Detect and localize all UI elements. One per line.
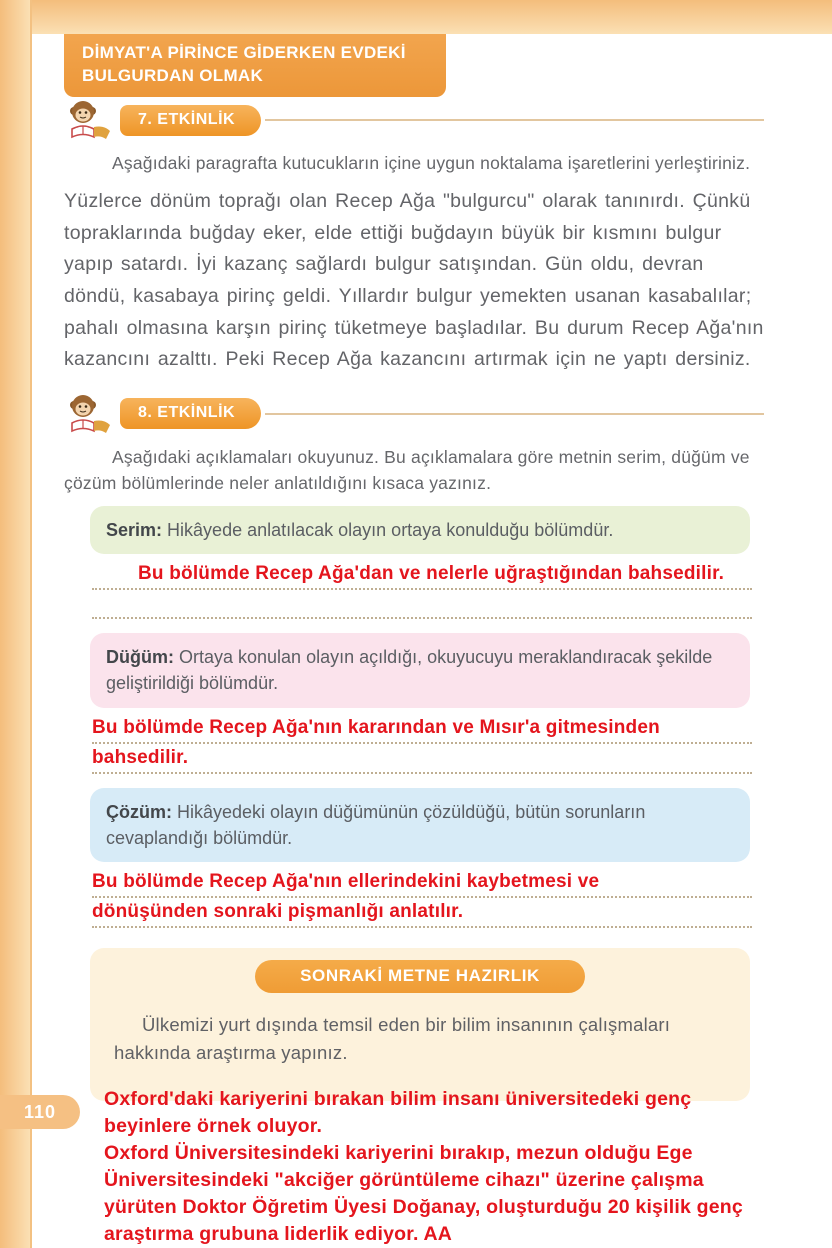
serim-answer-area (92, 560, 752, 619)
serim-answer-text: Bu bölümde Recep Ağa'dan ve nelerle uğraştığından bahsedilir. (138, 563, 725, 585)
activity8-instruction: Aşağıdaki açıklamaları okuyunuz. Bu açıklamalara göre metnin serim, düğüm ve çözüm bölümlerinde neler anlatıldığını kısaca yazınız. (64, 446, 750, 493)
preparation-title-badge: SONRAKİ METNE HAZIRLIK (255, 960, 585, 993)
preparation-answer-area (104, 1086, 820, 1248)
left-border-band (0, 0, 32, 1248)
serim-definition-box (90, 506, 750, 554)
answer-line (92, 868, 752, 898)
page-number-tab: 110 (0, 1095, 80, 1129)
activity8-header (64, 394, 764, 434)
top-border-band (0, 0, 832, 34)
answer-line: dönüşünden sonraki pişmanlığı anlatılır. (92, 898, 752, 928)
next-text-preparation-box (90, 948, 750, 1102)
answer-line: bahsedilir. (92, 744, 752, 774)
dugum-answer-area (92, 714, 752, 774)
activity7-header (64, 100, 764, 140)
activity7-badge: 7. ETKİNLİK (120, 105, 261, 136)
answer-text-line: beyinlere örnek oluyor. (104, 1115, 323, 1137)
answer-line (92, 560, 752, 590)
answer-text-line: yürüten Doktor Öğretim Üyesi Doğanay, oluşturduğu 20 kişilik genç (104, 1196, 743, 1218)
serim-definition-text: Hikâyede anlatılacak olayın ortaya konulduğu bölümdür. (167, 520, 614, 541)
dugum-definition-text: Ortaya konulan olayın açıldığı, okuyucuyu meraklandıracak şekilde geliştirildiği bölümdür. (106, 647, 713, 694)
reading-monkey-mascot-icon (64, 393, 114, 435)
preparation-instruction: Ülkemizi yurt dışında temsil eden bir bilim insanının çalışmaları hakkında araştırma yapınız. (114, 1014, 671, 1063)
page-title-line1: DİMYAT'A PİRİNCE GİDERKEN EVDEKİ (82, 43, 406, 62)
cozum-definition-box (90, 788, 750, 862)
page-title-line2: BULGURDAN OLMAK (82, 65, 264, 85)
activity7-instruction: Aşağıdaki paragrafta kutucukların içine uygun noktalama işaretlerini yerleştiriniz. (112, 153, 751, 173)
answer-line (92, 590, 752, 619)
answer-text-line: Oxford Üniversitesindeki kariyerini bırakıp, mezun olduğu Ege (104, 1142, 693, 1164)
story-paragraph: Yüzlerce dönüm toprağı olan Recep Ağa "bulgurcu" olarak tanınırdı. Çünkü topraklarında buğday eker, elde ettiği buğdayın büyük bir kısmını bulgur yapıp satardı. İyi kazanç sağlardı bulgur satışından. Gün oldu, devran döndü, kasabaya pirinç geldi. Yıllardır bulgur yemekten usanan kasabalılar; pahalı olmasına karşın pirinç tüketmeye başladılar. Bu durum Recep Ağa'nın kazancını azalttı. Peki Recep Ağa kazancını artırmak için ne yaptı dersiniz. (64, 190, 764, 371)
page-title (64, 34, 446, 97)
dugum-answer-text: Bu bölümde Recep Ağa'nın kararından ve Mısır'a gitmesinden (92, 716, 660, 738)
dugum-definition-box (90, 633, 750, 707)
answer-text-line: Üniversitesindeki "akciğer görüntüleme cihazı" üzerine çalışma (104, 1169, 704, 1191)
dugum-label: Düğüm: (106, 647, 174, 668)
header-divider-line (265, 413, 764, 415)
activity8-badge: 8. ETKİNLİK (120, 398, 261, 429)
cozum-definition-text: Hikâyedeki olayın düğümünün çözüldüğü, bütün sorunların cevaplandığı bölümdür. (106, 801, 646, 848)
reading-monkey-mascot-icon (64, 99, 114, 141)
cozum-label: Çözüm: (106, 801, 172, 822)
cozum-answer-area (92, 868, 752, 928)
answer-text-line: araştırma grubuna liderlik ediyor. AA (104, 1223, 453, 1245)
serim-label: Serim: (106, 520, 163, 541)
cozum-answer-text: Bu bölümde Recep Ağa'nın ellerindekini kaybetmesi ve (92, 870, 600, 892)
answer-text-line: Oxford'daki kariyerini bırakan bilim insanı üniversitedeki genç (104, 1088, 692, 1110)
header-divider-line (265, 119, 764, 121)
page-content (64, 100, 764, 1101)
answer-line (92, 714, 752, 744)
